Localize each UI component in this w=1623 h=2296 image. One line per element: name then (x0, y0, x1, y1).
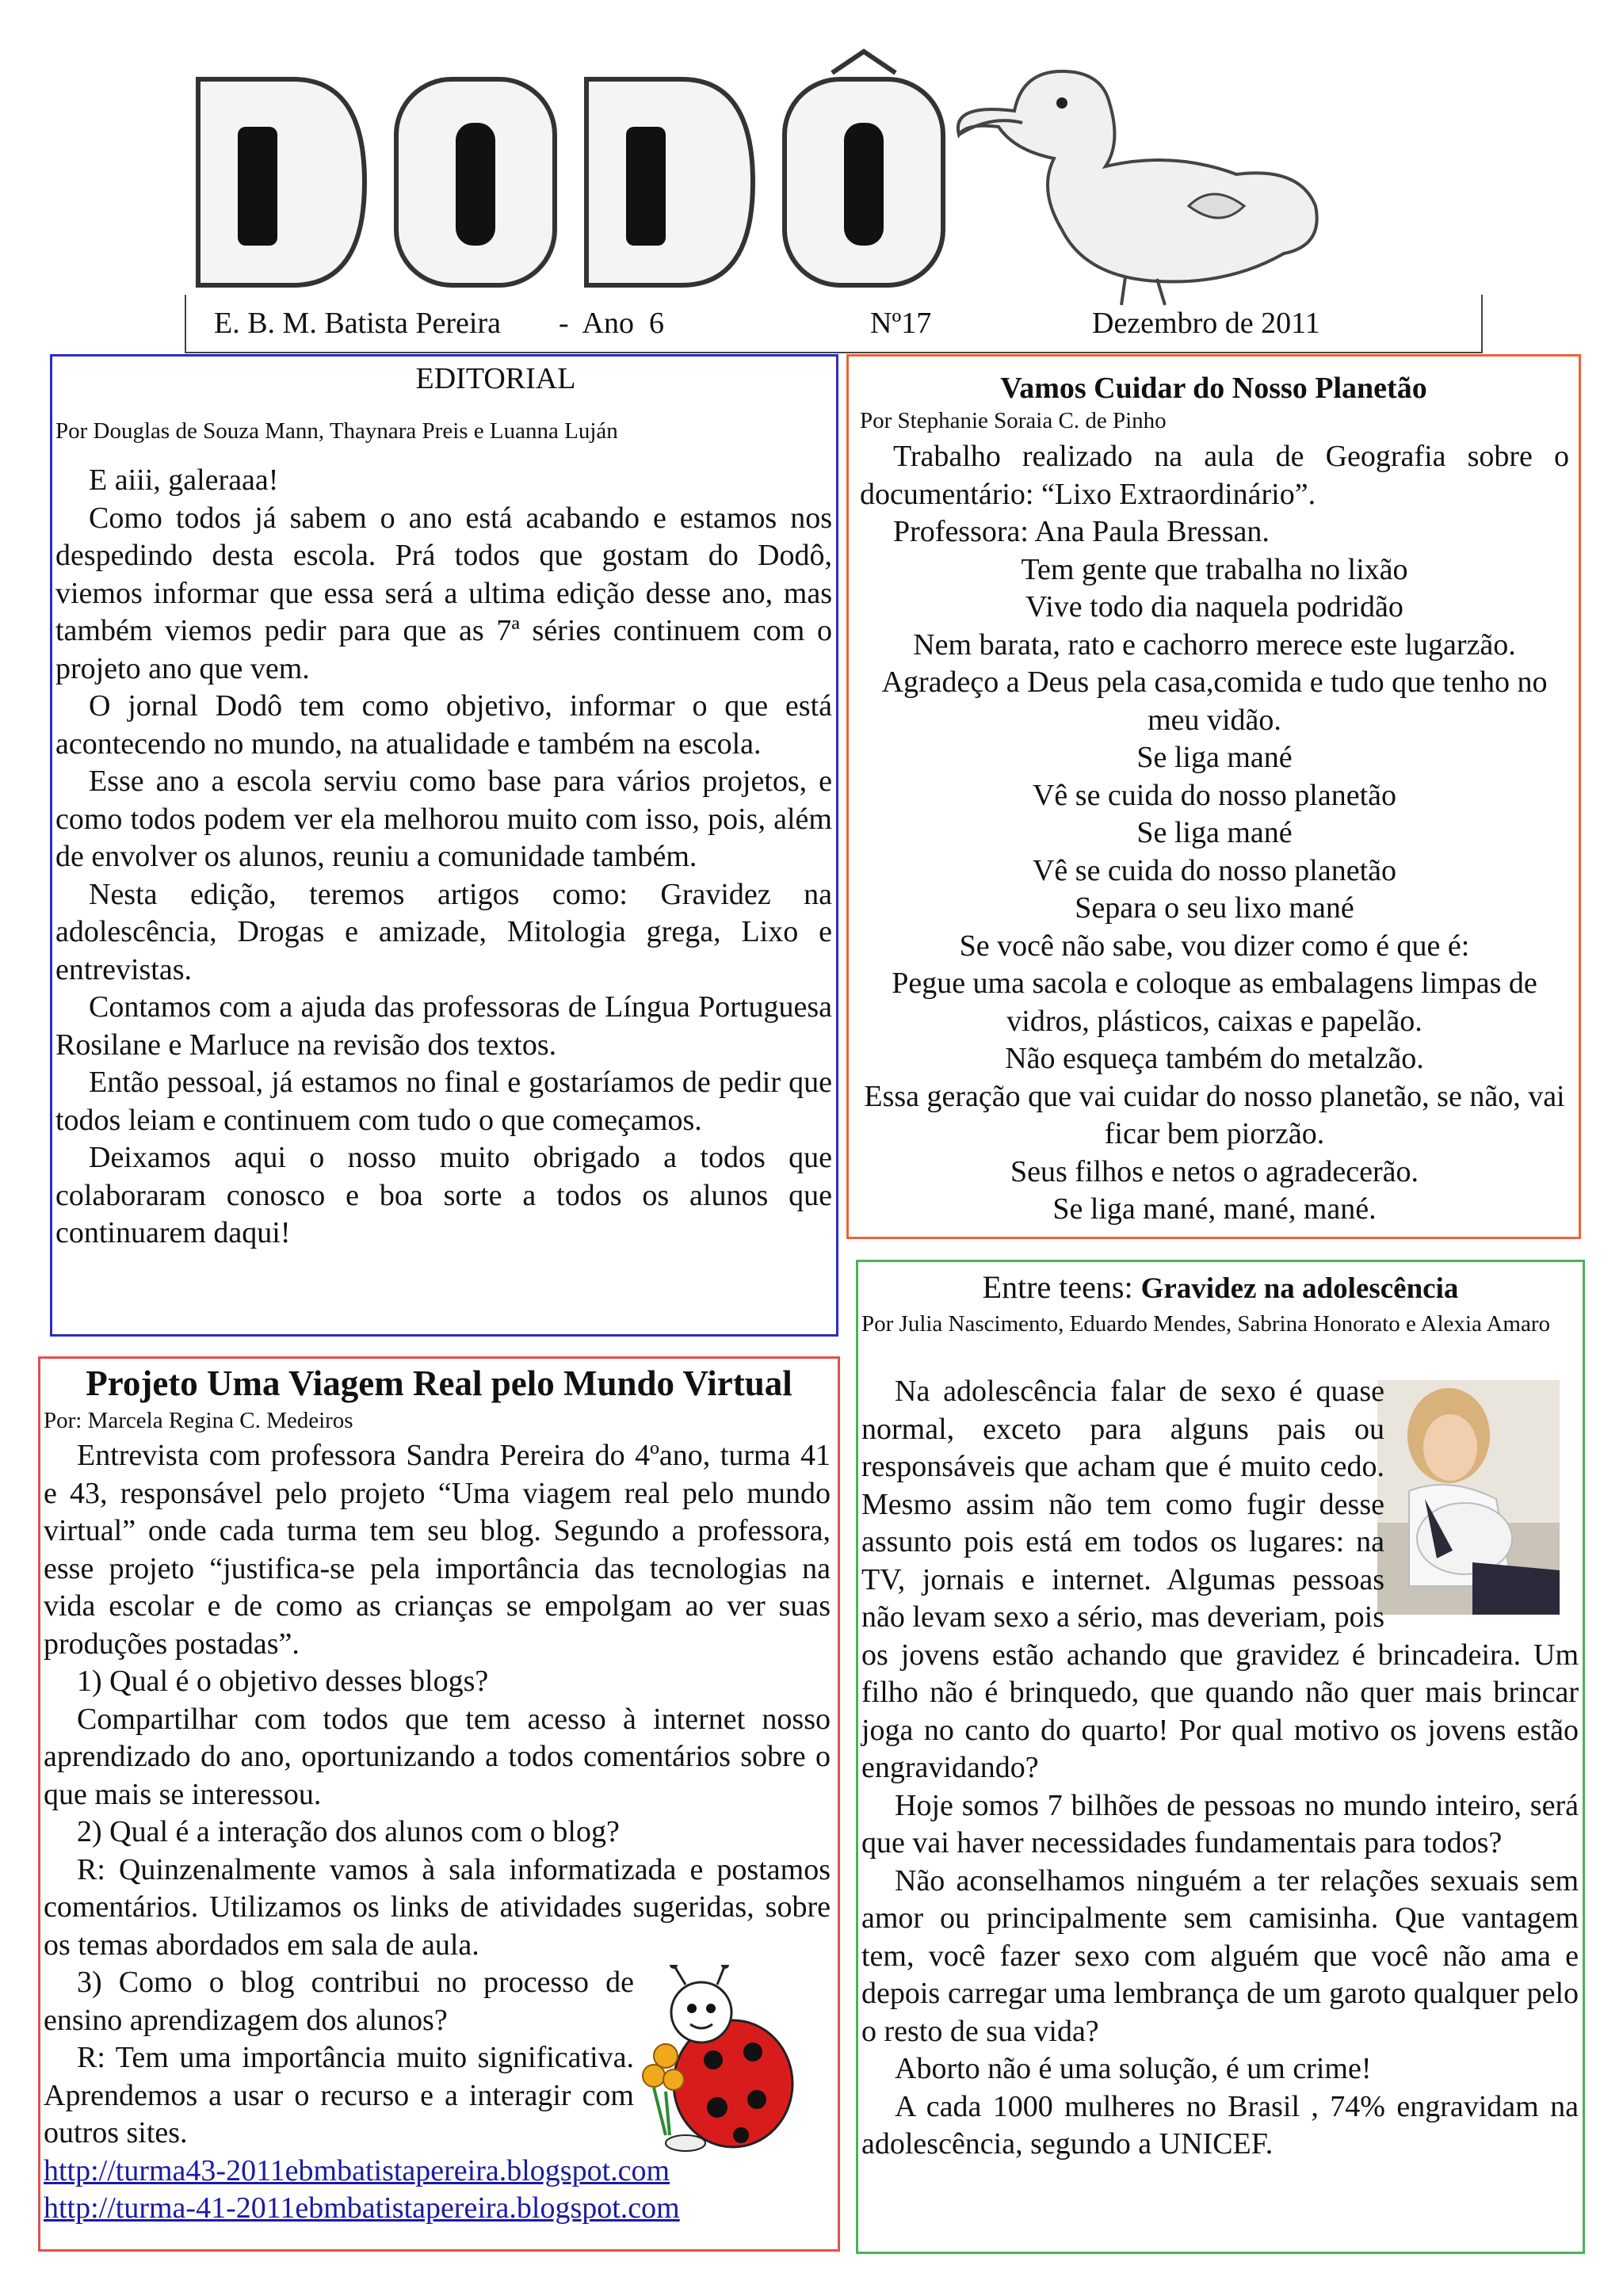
poem-line: Se liga mané, mané, mané. (1052, 1192, 1377, 1226)
photo-float (1384, 1373, 1579, 1615)
masthead (0, 0, 1623, 357)
editorial-byline: Por Douglas de Souza Mann, Thaynara Preis e Luanna Luján (55, 418, 618, 444)
poem-line: Vive todo dia naquela podridão (1025, 590, 1403, 624)
teens-body (861, 1373, 1579, 2164)
poem-line: Seus filhos e netos o agradecerão. (1010, 1154, 1419, 1188)
teens-paragraph: A cada 1000 mulheres no Brasil , 74% engravidam na adolescência, segundo a UNICEF. (861, 2089, 1579, 2161)
planet-intro: Professora: Ana Paula Bressan. (893, 515, 1270, 548)
poem-line: Vê se cuida do nosso planetão (1032, 853, 1397, 887)
poem-line: Se liga mané (1136, 741, 1293, 774)
blog-link-turma43[interactable]: http://turma43-2011ebmbatistapereira.blogspot.com (44, 2153, 670, 2187)
teens-paragraph: Não aconselhamos ninguém a ter relações sexuais sem amor ou principalmente sem camisinha. Que vantagem tem, você fazer sexo com alguém que você não ama e depois carregar uma lembrança de um garoto qualquer pelo o resto de sua vida? (861, 1863, 1579, 2048)
project-answer: Compartilhar com todos que tem acesso à internet nosso aprendizado do ano, oportunizando a todos comentários sobre o que mais se interessou. (44, 1702, 831, 1811)
poem-line: Separa o seu lixo mané (1075, 891, 1354, 925)
poem-line: Vê se cuida do nosso planetão (1032, 778, 1397, 812)
poem-line: Agradeço a Deus pela casa,comida e tudo que tenho no meu vidão. (881, 666, 1548, 737)
teens-paragraph: Na adolescência falar de sexo é quase normal, exceto para alguns pais ou responsáveis que acham que é muito cedo. Mesmo assim não tem como fugir desse assunto pois está em todos os lugares: na TV, jornais e internet. Algumas pessoas não levam sexo a sério, mas deveriam, pois os jovens estão achando que gravidez é brincadeira. Um filho não é brinquedo, que quando não quer mais brincar joga no canto do quarto! Por qual motivo os jovens estão engravidando? (861, 1375, 1579, 1784)
planet-body (860, 438, 1569, 1229)
project-byline: Por: Marcela Regina C. Medeiros (44, 1408, 353, 1433)
editorial-paragraph: Como todos já sabem o ano está acabando e estamos nos despedindo desta escola. Prá todos que gostam do Dodô, viemos informar que essa será a ultima edição desse ano, mas também viemos pedir para que as 7ª séries continuem com o projeto ano que vem. (55, 501, 832, 685)
teens-byline: Por Julia Nascimento, Eduardo Mendes, Sabrina Honorato e Alexia Amaro (861, 1311, 1550, 1337)
editorial-paragraph: Deixamos aqui o nosso muito obrigado a todos que colaboraram conosco e boa sorte a todos os alunos que continuarem daqui! (55, 1141, 832, 1249)
teens-title-main: Gravidez na adolescência (1140, 1272, 1459, 1305)
planet-title: Vamos Cuidar do Nosso Planetão (1000, 372, 1427, 405)
masthead-year: - Ano 6 (559, 307, 664, 340)
masthead-issue: Nº17 (870, 307, 932, 340)
poem-line: Se você não sabe, vou dizer como é que é: (959, 929, 1470, 963)
blog-link-turma41[interactable]: http://turma-41-2011ebmbatistapereira.blogspot.com (44, 2191, 680, 2225)
planet-intro: Trabalho realizado na aula de Geografia sobre o documentário: “Lixo Extraordinário”. (860, 440, 1569, 511)
poem-line: Não esqueça também do metalzão. (1005, 1042, 1424, 1075)
editorial-title: EDITORIAL (415, 362, 576, 395)
teens-paragraph: Hoje somos 7 bilhões de pessoas no mundo inteiro, será que vai haver necessidades fundamentais para todos? (861, 1788, 1579, 1859)
teens-title (856, 1268, 1585, 1309)
project-answer: R: Quinzenalmente vamos à sala informatizada e postamos comentários. Utilizamos os links de atividades sugeridas, sobre os temas abordados em sala de aula. (44, 1852, 831, 1962)
editorial-body (55, 462, 832, 1253)
project-title: Projeto Uma Viagem Real pelo Mundo Virtual (86, 1363, 792, 1403)
teens-paragraph: Aborto não é uma solução, é um crime! (895, 2052, 1372, 2085)
masthead-school: E. B. M. Batista Pereira (214, 307, 501, 340)
poem-line: Essa geração que vai cuidar do nosso planetão, se não, vai ficar bem piorzão. (864, 1079, 1565, 1150)
planet-byline: Por Stephanie Soraia C. de Pinho (860, 408, 1167, 433)
poem-line: Pegue uma sacola e coloque as embalagens limpas de vidros, plásticos, caixas e papelão. (892, 967, 1537, 1038)
project-question: 1) Qual é o objetivo desses blogs? (77, 1665, 489, 1698)
project-question: 2) Qual é a interação dos alunos com o blog? (77, 1815, 620, 1848)
project-intro: Entrevista com professora Sandra Pereira do 4ºano, turma 41 e 43, responsável pelo projeto “Uma viagem real pelo mundo virtual” onde cada turma tem seu blog. Segundo a professora, esse projeto “justifica-se pela importância das tecnologias na vida escolar e de como as crianças se empolgam ao ver suas produções postadas”. (44, 1439, 831, 1661)
editorial-paragraph: O jornal Dodô tem como objetivo, informar o que está acontecendo no mundo, na atualidade e também na escola. (55, 689, 832, 761)
editorial-paragraph: Contamos com a ajuda das professoras de Língua Portuguesa Rosilane e Marluce na revisão dos textos. (55, 990, 832, 1062)
project-answer: R: Tem uma importância muito significativa. Aprendemos a usar o recurso e a interagir com outros sites. (44, 2041, 634, 2149)
teens-title-prefix: Entre teens: (982, 1269, 1141, 1305)
poem-line: Nem barata, rato e cachorro merece este lugarzão. (913, 627, 1516, 662)
editorial-paragraph: Então pessoal, já estamos no final e gostaríamos de pedir que todos leiam e continuem com tudo o que começamos. (55, 1066, 832, 1137)
poem-line: Se liga mané (1136, 816, 1293, 849)
editorial-paragraph: Esse ano a escola serviu como base para vários projetos, e como todos podem ver ela melhorou muito com isso, pois, além de envolver os alunos, reuniu a comunidade também. (55, 765, 832, 873)
project-question: 3) Como o blog contribui no processo de ensino aprendizagem dos alunos? (44, 1966, 634, 2037)
editorial-paragraph: E aiii, galeraaa! (89, 463, 279, 497)
dodo-logo (174, 48, 1426, 309)
poem-line: Tem gente que trabalha no lixão (1021, 552, 1408, 586)
masthead-date: Dezembro de 2011 (1092, 307, 1320, 340)
ladybug-illustration (638, 1965, 804, 2155)
editorial-paragraph: Nesta edição, teremos artigos como: Gravidez na adolescência, Drogas e amizade, Mitologia grega, Lixo e entrevistas. (55, 877, 832, 986)
